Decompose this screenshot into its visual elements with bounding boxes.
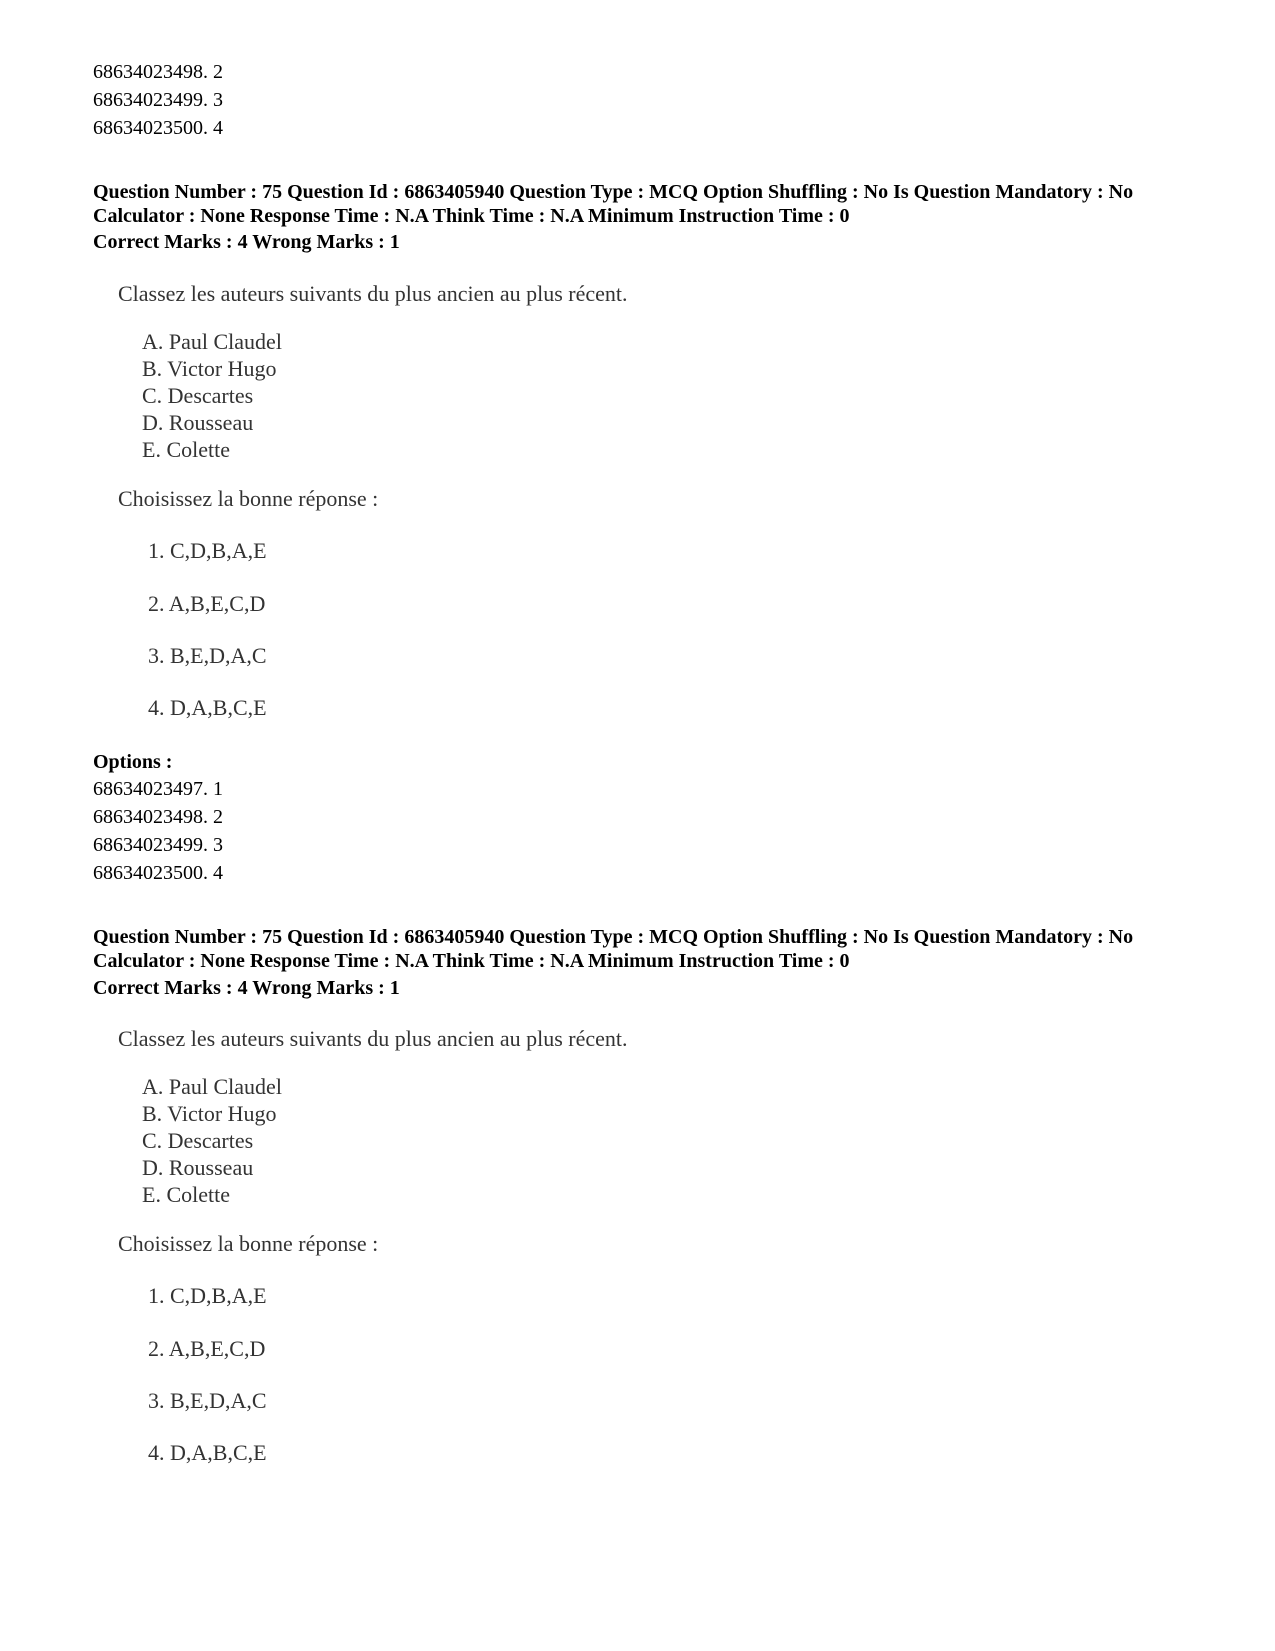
option-number: 2 bbox=[213, 61, 223, 83]
answer-choice: 2. A,B,E,C,D bbox=[148, 1336, 266, 1361]
list-item: C. Descartes bbox=[142, 383, 254, 408]
list-item: A. Paul Claudel bbox=[142, 329, 282, 354]
option-number: 4 bbox=[213, 862, 223, 884]
question-instruction: Choisissez la bonne réponse : bbox=[118, 486, 379, 511]
question-instruction: Choisissez la bonne réponse : bbox=[118, 1231, 379, 1256]
list-item: D. Rousseau bbox=[142, 410, 254, 435]
option-line: 68634023499. 3 bbox=[93, 89, 223, 111]
answer-choice: 2. A,B,E,C,D bbox=[148, 591, 266, 616]
question-meta: Question Number : 75 Question Id : 6863405940 Question Type : MCQ Option Shuffling : No Is Question Mandatory : No Calculator : None Response Time : N.A Think Time : N.A Minimum Instruction Time : 0 bbox=[93, 181, 1134, 227]
option-number: 4 bbox=[213, 117, 223, 139]
question-prompt: Classez les auteurs suivants du plus ancien au plus récent. bbox=[118, 281, 628, 306]
list-item: E. Colette bbox=[142, 437, 230, 462]
option-id: 68634023498 bbox=[93, 61, 203, 83]
option-line: 68634023497. 1 bbox=[93, 778, 223, 800]
list-item: B. Victor Hugo bbox=[142, 1101, 277, 1126]
option-id: 68634023500 bbox=[93, 117, 203, 139]
option-line: 68634023500. 4 bbox=[93, 117, 223, 139]
option-number: 3 bbox=[213, 89, 223, 111]
answer-choice: 3. B,E,D,A,C bbox=[148, 643, 267, 668]
answer-choice: 4. D,A,B,C,E bbox=[148, 1440, 267, 1465]
list-item: B. Victor Hugo bbox=[142, 356, 277, 381]
option-line: 68634023498. 2 bbox=[93, 806, 223, 828]
option-id: 68634023499 bbox=[93, 834, 203, 856]
list-item: C. Descartes bbox=[142, 1128, 254, 1153]
option-id: 68634023499 bbox=[93, 89, 203, 111]
option-line: 68634023499. 3 bbox=[93, 834, 223, 856]
option-id: 68634023498 bbox=[93, 806, 203, 828]
list-item: A. Paul Claudel bbox=[142, 1074, 282, 1099]
question-marks: Correct Marks : 4 Wrong Marks : 1 bbox=[93, 977, 400, 999]
option-number: 3 bbox=[213, 834, 223, 856]
list-item: D. Rousseau bbox=[142, 1155, 254, 1180]
options-label: Options : bbox=[93, 751, 173, 773]
list-item: E. Colette bbox=[142, 1182, 230, 1207]
question-meta: Question Number : 75 Question Id : 6863405940 Question Type : MCQ Option Shuffling : No Is Question Mandatory : No Calculator : None Response Time : N.A Think Time : N.A Minimum Instruction Time : 0 bbox=[93, 926, 1134, 972]
question-prompt: Classez les auteurs suivants du plus ancien au plus récent. bbox=[118, 1026, 628, 1051]
option-line: 68634023498. 2 bbox=[93, 61, 223, 83]
answer-choice: 1. C,D,B,A,E bbox=[148, 538, 267, 563]
option-id: 68634023497 bbox=[93, 778, 203, 800]
answer-choice: 1. C,D,B,A,E bbox=[148, 1283, 267, 1308]
option-line: 68634023500. 4 bbox=[93, 862, 223, 884]
answer-choice: 3. B,E,D,A,C bbox=[148, 1388, 267, 1413]
answer-choice: 4. D,A,B,C,E bbox=[148, 695, 267, 720]
option-number: 1 bbox=[213, 778, 223, 800]
option-id: 68634023500 bbox=[93, 862, 203, 884]
option-number: 2 bbox=[213, 806, 223, 828]
question-marks: Correct Marks : 4 Wrong Marks : 1 bbox=[93, 231, 400, 253]
